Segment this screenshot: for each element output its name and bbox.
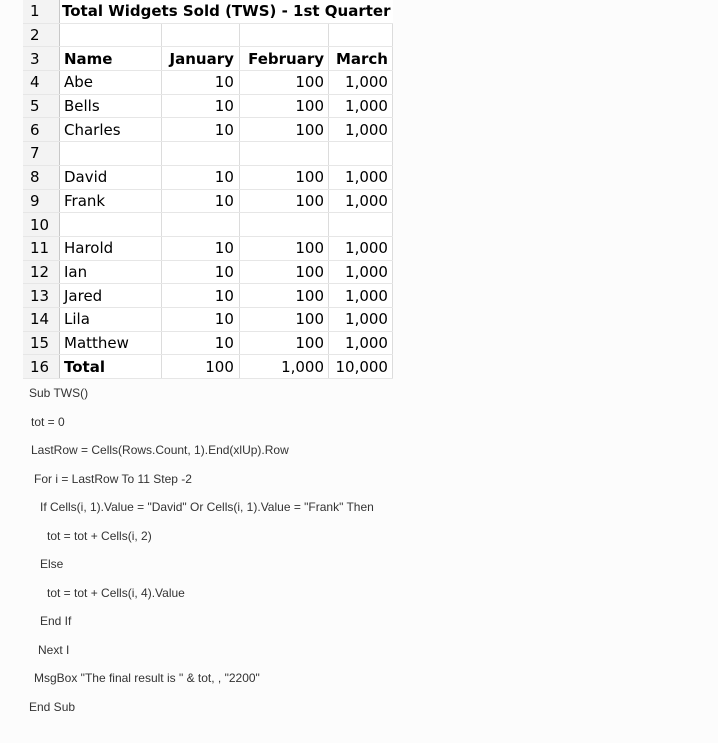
row-number: 7 [23, 142, 60, 166]
sheet-header-row [23, 47, 392, 71]
cell-march: 1,000 [329, 284, 393, 308]
code-line: tot = tot + Cells(i, 4).Value [47, 586, 185, 600]
code-line: End If [40, 614, 72, 628]
cell-name: Matthew [60, 331, 162, 355]
table-row [23, 236, 392, 260]
cell-january: 10 [162, 236, 240, 260]
cell-march: 1,000 [329, 94, 393, 118]
cell-name: Jared [60, 284, 162, 308]
cell-march: 1,000 [329, 307, 393, 331]
row-number: 15 [23, 331, 60, 355]
code-line: Next I [38, 643, 70, 657]
cell-empty [329, 142, 393, 166]
cell-name: Harold [60, 236, 162, 260]
code-line: tot = 0 [31, 415, 65, 429]
cell-march: 1,000 [329, 189, 393, 213]
cell-february: 100 [239, 94, 328, 118]
table-row [23, 284, 392, 308]
cell-empty [60, 213, 162, 237]
header-january: January [162, 47, 240, 71]
header-name: Name [60, 47, 162, 71]
code-line: If Cells(i, 1).Value = "David" Or Cells(i, 1).Value = "Frank" Then [40, 500, 374, 514]
cell-empty [329, 213, 393, 237]
cell-february: 100 [239, 284, 328, 308]
row-number: 14 [23, 307, 60, 331]
row-number: 16 [23, 355, 60, 379]
row-number: 1 [23, 0, 60, 23]
cell-february: 100 [239, 236, 328, 260]
cell-march: 1,000 [329, 165, 393, 189]
table-row [23, 260, 392, 284]
total-row [23, 355, 392, 379]
table-row-empty [23, 142, 392, 166]
cell-january: 10 [162, 118, 240, 142]
cell-january: 10 [162, 284, 240, 308]
cell-name: Charles [60, 118, 162, 142]
table-row [23, 189, 392, 213]
cell-january: 10 [162, 260, 240, 284]
code-line: For i = LastRow To 11 Step -2 [34, 472, 192, 486]
code-line: End Sub [29, 700, 76, 714]
cell-march: 1,000 [329, 118, 393, 142]
row-number: 6 [23, 118, 60, 142]
cell-name: Bells [60, 94, 162, 118]
cell-february: 100 [239, 71, 328, 95]
row-number: 2 [23, 23, 60, 47]
sheet-title: Total Widgets Sold (TWS) - 1st Quarter [60, 0, 393, 23]
cell-january: 100 [162, 355, 240, 379]
table-row-empty [23, 213, 392, 237]
table-row [23, 331, 392, 355]
row-number: 10 [23, 213, 60, 237]
cell-february: 1,000 [239, 355, 328, 379]
cell-empty [162, 142, 240, 166]
cell-february: 100 [239, 331, 328, 355]
table-row [23, 94, 392, 118]
code-line: Else [40, 557, 64, 571]
table-row [23, 71, 392, 95]
sheet-row-1 [23, 0, 392, 23]
cell-empty [239, 213, 328, 237]
cell-january: 10 [162, 94, 240, 118]
cell-name: Abe [60, 71, 162, 95]
cell-march: 10,000 [329, 355, 393, 379]
cell-empty [329, 23, 393, 47]
cell-empty [239, 142, 328, 166]
cell-january: 10 [162, 189, 240, 213]
header-february: February [239, 47, 328, 71]
cell-february: 100 [239, 165, 328, 189]
cell-february: 100 [239, 260, 328, 284]
row-number: 8 [23, 165, 60, 189]
row-number: 12 [23, 260, 60, 284]
cell-empty [60, 23, 162, 47]
row-number: 11 [23, 236, 60, 260]
cell-march: 1,000 [329, 71, 393, 95]
cell-name: Frank [60, 189, 162, 213]
table-row [23, 307, 392, 331]
spreadsheet [23, 0, 393, 379]
table-row [23, 165, 392, 189]
sheet-row-2 [23, 23, 392, 47]
code-line: LastRow = Cells(Rows.Count, 1).End(xlUp).Row [31, 443, 289, 457]
cell-march: 1,000 [329, 236, 393, 260]
code-line: Sub TWS() [29, 386, 89, 400]
cell-empty [162, 213, 240, 237]
cell-name: Lila [60, 307, 162, 331]
cell-february: 100 [239, 118, 328, 142]
header-march: March [329, 47, 393, 71]
row-number: 5 [23, 94, 60, 118]
cell-january: 10 [162, 165, 240, 189]
row-number: 4 [23, 71, 60, 95]
cell-january: 10 [162, 331, 240, 355]
cell-january: 10 [162, 307, 240, 331]
cell-empty [60, 142, 162, 166]
cell-name: Total [60, 355, 162, 379]
cell-march: 1,000 [329, 331, 393, 355]
cell-march: 1,000 [329, 260, 393, 284]
cell-january: 10 [162, 71, 240, 95]
cell-name: Ian [60, 260, 162, 284]
code-line: tot = tot + Cells(i, 2) [47, 529, 152, 543]
row-number: 13 [23, 284, 60, 308]
code-line: MsgBox "The final result is " & tot, , "2200" [34, 671, 260, 685]
table-row [23, 118, 392, 142]
cell-february: 100 [239, 189, 328, 213]
cell-empty [162, 23, 240, 47]
row-number: 3 [23, 47, 60, 71]
cell-empty [239, 23, 328, 47]
cell-name: David [60, 165, 162, 189]
cell-february: 100 [239, 307, 328, 331]
row-number: 9 [23, 189, 60, 213]
